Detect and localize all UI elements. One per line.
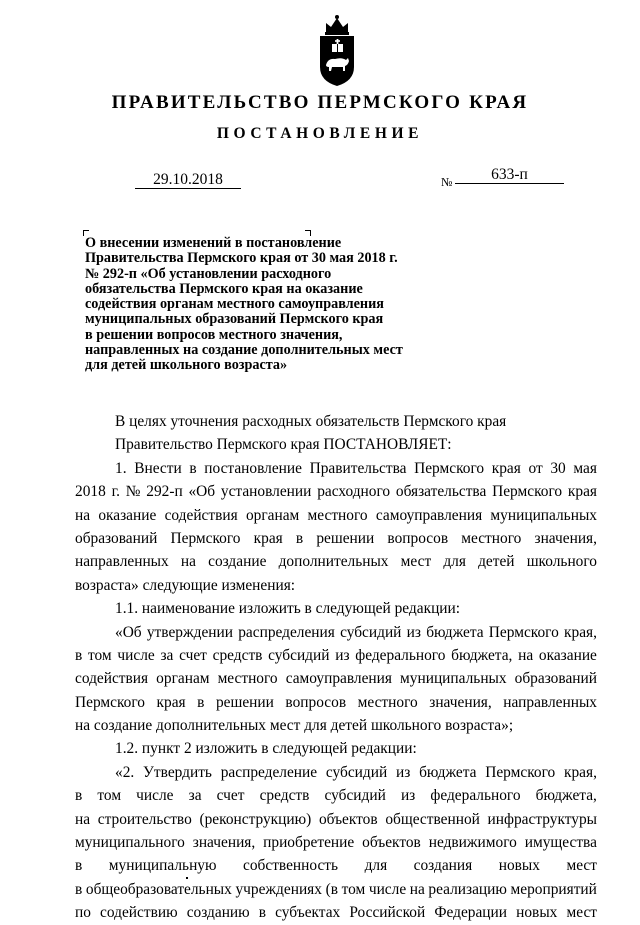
word: реализацию	[428, 880, 507, 898]
word: края,	[564, 763, 597, 781]
word: направленных	[503, 693, 597, 711]
document-date: 29.10.2018	[135, 171, 241, 189]
word: значения,	[534, 529, 597, 547]
word: оказание	[98, 506, 157, 524]
word: №	[125, 483, 141, 501]
word: средств	[259, 787, 310, 805]
word: из	[406, 623, 421, 641]
word: средств	[212, 646, 263, 664]
body-paragraph: 1.2. пункт 2 изложить в следующей редакции:	[115, 740, 417, 758]
justified-line	[75, 667, 597, 690]
word: решении	[316, 529, 375, 547]
word: расходного	[317, 483, 391, 501]
word: в	[75, 787, 83, 805]
word: том	[97, 787, 122, 805]
document-type: ПОСТАНОВЛЕНИЕ	[216, 125, 424, 142]
word: счет	[179, 646, 207, 664]
word: муниципального	[75, 834, 185, 852]
word: края	[253, 529, 283, 547]
document-body	[75, 410, 597, 925]
word: субсидий	[268, 646, 330, 664]
word: мероприятий	[510, 880, 597, 898]
coat-of-arms-icon	[317, 13, 357, 87]
word: счет	[216, 787, 245, 805]
word: местного	[307, 506, 368, 524]
word: субсидий	[325, 763, 388, 781]
word: содействия	[75, 670, 149, 688]
word: общественной	[385, 810, 480, 828]
word: Внести	[134, 459, 182, 477]
word: по	[75, 904, 91, 922]
word: местного	[217, 670, 278, 688]
word: Пермского	[75, 693, 145, 711]
word: муниципальных	[400, 670, 507, 688]
word: края	[491, 459, 521, 477]
word: 30	[550, 459, 566, 477]
word: содействия	[164, 506, 238, 524]
justified-line	[75, 854, 597, 877]
word: из	[400, 787, 416, 805]
word: Федерации	[434, 904, 508, 922]
justified-line	[75, 550, 597, 573]
body-paragraph: Правительство Пермского края ПОСТАНОВЛЯЕТ:	[115, 436, 452, 454]
word: в	[258, 904, 267, 922]
word: постановление	[204, 459, 302, 477]
word: «Об	[188, 483, 216, 501]
word: для	[443, 553, 466, 571]
word: мест	[566, 904, 597, 922]
word: 292-п	[146, 483, 183, 501]
word: мая	[573, 459, 597, 477]
word: для	[364, 857, 388, 875]
word: объектов	[318, 810, 378, 828]
word: местного	[357, 693, 418, 711]
word: муниципальных	[490, 506, 597, 524]
word: имущества	[524, 834, 597, 852]
word: в	[197, 693, 205, 711]
subject-line: в решении вопросов местного значения,	[85, 326, 343, 343]
word: за	[188, 787, 202, 805]
word: собственность	[243, 857, 339, 875]
word: федерального	[430, 787, 521, 805]
justified-line	[75, 808, 597, 831]
word: Пермского	[485, 763, 556, 781]
body-line: возраста» следующие изменения:	[75, 576, 296, 594]
word: Российской	[349, 904, 426, 922]
government-title: ПРАВИТЕЛЬСТВО ПЕРМСКОГО КРАЯ	[111, 92, 529, 113]
word: «Об	[115, 623, 142, 641]
word: от	[528, 459, 543, 477]
word: направленных	[75, 553, 169, 571]
word: Пермского	[492, 483, 563, 501]
word: числе	[136, 787, 174, 805]
word: из	[395, 763, 411, 781]
word: бюджета,	[451, 646, 513, 664]
word: в	[189, 459, 197, 477]
word: детей	[478, 553, 515, 571]
word: Правительства	[309, 459, 407, 477]
word: на	[518, 646, 534, 664]
word: бюджета,	[535, 787, 597, 805]
justified-line	[75, 691, 597, 714]
body-line: на создание дополнительных мест для детей школьного возраста»;	[75, 717, 514, 735]
word: содействию	[100, 904, 178, 922]
word: создание	[208, 553, 267, 571]
word: мест	[566, 857, 597, 875]
word: Пермского	[414, 459, 485, 477]
word: созданию	[186, 904, 250, 922]
subject-line: Правительства Пермского края от 30 мая 2018 г.	[85, 250, 398, 267]
word: инфраструктуры	[487, 810, 597, 828]
word: решении	[215, 693, 274, 711]
body-paragraph: 1.1. наименование изложить в следующей редакции:	[115, 600, 461, 618]
word: в	[295, 529, 304, 547]
subject-line: содействия органам местного самоуправления	[85, 296, 384, 313]
word: общеобразовательных	[85, 880, 232, 898]
word: числе	[117, 646, 155, 664]
word: самоуправления	[375, 506, 483, 524]
word: том	[341, 880, 366, 898]
justified-line	[75, 761, 597, 784]
word: значения,	[429, 693, 492, 711]
word: утверждении	[146, 623, 233, 641]
word: том	[88, 646, 112, 664]
word: учреждениях	[235, 880, 322, 898]
word: бюджета	[426, 623, 484, 641]
subject-line: муниципальных образований Пермского края	[85, 311, 384, 328]
subject-heading	[85, 236, 403, 374]
subject-line: направленных на создание дополнительных мест	[85, 342, 403, 359]
justified-line	[75, 504, 597, 527]
word: новых	[498, 857, 540, 875]
word: обязательства	[395, 483, 487, 501]
word: (в	[325, 880, 338, 898]
justified-line	[75, 644, 597, 667]
word: вопросов	[285, 693, 347, 711]
word: недвижимого	[428, 834, 517, 852]
subject-line: О внесении изменений в постановление	[85, 235, 342, 251]
word: новых	[516, 904, 558, 922]
word: на	[409, 880, 425, 898]
word: создания	[413, 857, 473, 875]
word: в	[75, 880, 83, 898]
document-number: 633-п	[455, 166, 564, 184]
word: на	[180, 553, 196, 571]
word: бюджета	[419, 763, 477, 781]
word: края	[156, 693, 186, 711]
word: мест	[400, 553, 432, 571]
justified-line	[75, 784, 597, 807]
word: распределение	[220, 763, 318, 781]
word: дополнительных	[278, 553, 389, 571]
word: образований	[75, 529, 158, 547]
subject-line: обязательства Пермского края на оказание	[85, 280, 363, 297]
word: строительство	[97, 810, 192, 828]
word: установлении	[220, 483, 312, 501]
word: числе	[368, 880, 407, 898]
word: школьного	[526, 553, 597, 571]
word: образований	[514, 670, 597, 688]
word: в	[75, 857, 83, 875]
justified-line	[75, 527, 597, 550]
word: Утвердить	[143, 763, 212, 781]
justified-line	[75, 480, 597, 503]
justified-line	[75, 457, 597, 480]
word: на	[75, 506, 91, 524]
word: субсидий	[340, 623, 402, 641]
word: органам	[245, 506, 300, 524]
word: на	[75, 810, 91, 828]
word: за	[160, 646, 174, 664]
word: оказание	[538, 646, 597, 664]
word: в	[75, 646, 83, 664]
word: распределения	[238, 623, 335, 641]
justified-line	[75, 831, 597, 854]
word: 2018	[75, 483, 106, 501]
word: Пермского	[170, 529, 241, 547]
word: муниципальную	[108, 857, 217, 875]
justified-line	[75, 621, 597, 644]
word: местного	[461, 529, 522, 547]
word: «2.	[115, 763, 135, 781]
scan-speck	[186, 877, 188, 879]
word: края,	[564, 623, 597, 641]
subject-line: № 292-п «Об установлении расходного	[85, 265, 332, 282]
word: значения,	[192, 834, 256, 852]
number-label: №	[441, 175, 453, 189]
word: приобретение	[263, 834, 355, 852]
word: из	[335, 646, 350, 664]
body-paragraph: В целях уточнения расходных обязательств Пермского края	[115, 413, 507, 430]
justified-line	[75, 878, 597, 901]
word: края	[567, 483, 597, 501]
subject-line: для детей школьного возраста»	[85, 357, 288, 374]
word: объектов	[362, 834, 421, 852]
word: г.	[111, 483, 120, 501]
word: самоуправления	[285, 670, 392, 688]
word: Пермского	[488, 623, 559, 641]
word: федерального	[355, 646, 446, 664]
word: вопросов	[387, 529, 449, 547]
word: субсидий	[324, 787, 386, 805]
word: (реконструкцию)	[199, 810, 312, 828]
word: субъектах	[275, 904, 341, 922]
word: 1.	[115, 459, 127, 477]
word: органам	[156, 670, 210, 688]
